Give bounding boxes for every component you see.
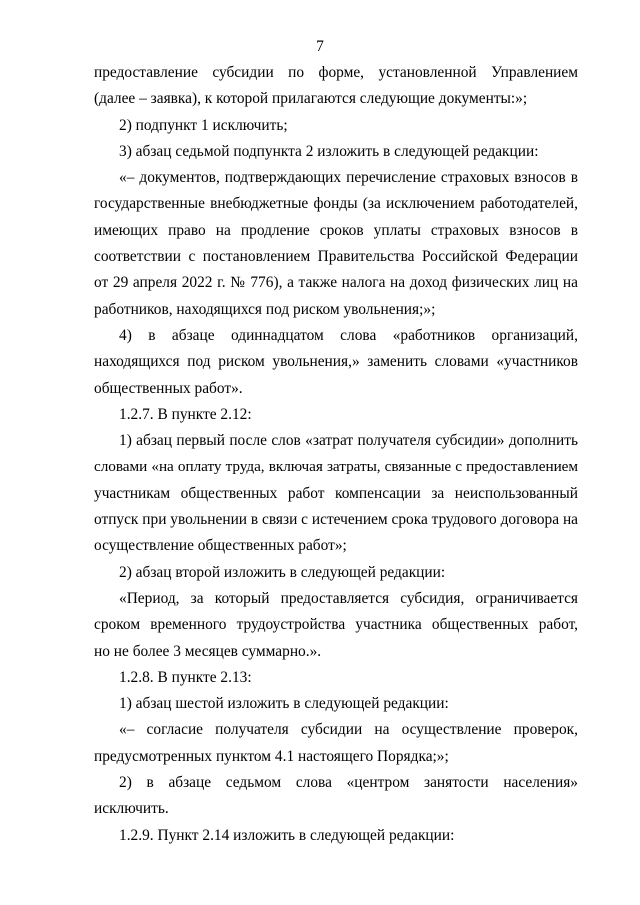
text-line: предоставление субсидии по форме, установленной Управлением (94, 64, 578, 81)
text-line: находящихся под риском увольнения,» заменить словами «участников (94, 353, 578, 371)
text-line: имеющих право на продление сроков уплаты страховых взносов в (94, 221, 578, 239)
text-line: 1) абзац шестой изложить в следующей редакции: (119, 695, 449, 713)
text-line: осуществление общественных работ»; (94, 537, 347, 555)
text-line: словами «на оплату труда, включая затраты, связанные с предоставлением (94, 458, 578, 476)
text-line: работников, находящихся под риском увольнения;»; (94, 300, 436, 318)
paragraph (94, 717, 578, 770)
paragraph (94, 323, 578, 402)
page-number: 7 (316, 38, 324, 55)
paragraph (94, 586, 578, 665)
text-line: но не более 3 месяцев суммарно.». (94, 642, 322, 660)
text-line: (далее – заявка), к которой прилагаются следующие документы:»; (94, 90, 528, 108)
text-line: от 29 апреля 2022 г. № 776), а также налога на доход физических лиц на (94, 274, 578, 292)
text-line: общественных работ». (94, 379, 243, 397)
paragraph (94, 665, 578, 691)
paragraph (94, 691, 578, 717)
paragraph (94, 113, 578, 139)
paragraph (94, 139, 578, 165)
text-line: 1.2.8. В пункте 2.13: (119, 668, 252, 686)
document-body (94, 60, 578, 849)
text-line: «Период, за который предоставляется субсидия, ограничивается (119, 589, 578, 607)
text-line: участникам общественных работ компенсации за неиспользованный (94, 484, 578, 502)
text-line: 2) подпункт 1 исключить; (119, 116, 288, 134)
text-line: отпуск при увольнении в связи с истечением срока трудового договора на (94, 511, 578, 529)
text-line: 2) абзац второй изложить в следующей редакции: (119, 563, 446, 581)
text-line: предусмотренных пунктом 4.1 настоящего Порядка;»; (94, 747, 449, 765)
paragraph (94, 165, 578, 323)
paragraph (94, 60, 578, 113)
paragraph (94, 770, 578, 823)
text-line: 3) абзац седьмой подпункта 2 изложить в следующей редакции: (119, 142, 539, 160)
paragraph (94, 823, 578, 849)
text-line: 1) абзац первый после слов «затрат получателя субсидии» дополнить (119, 432, 578, 450)
text-line: исключить. (94, 800, 169, 818)
text-line: 1.2.7. В пункте 2.12: (119, 405, 252, 423)
text-line: государственные внебюджетные фонды (за исключением работодателей, (94, 195, 578, 213)
text-line: сроком временного трудоустройства участника общественных работ, (94, 616, 578, 634)
text-line: 2) в абзаце седьмом слова «центром занятости населения» (119, 774, 578, 792)
text-line: «– согласие получателя субсидии на осуществление проверок, (119, 721, 578, 739)
text-line: «– документов, подтверждающих перечисление страховых взносов в (119, 169, 578, 187)
paragraph (94, 428, 578, 559)
text-line: 4) в абзаце одиннадцатом слова «работников организаций, (119, 326, 578, 344)
paragraph (94, 402, 578, 428)
paragraph (94, 560, 578, 586)
text-line: соответствии с постановлением Правительства Российской Федерации (94, 248, 578, 266)
text-line: 1.2.9. Пункт 2.14 изложить в следующей редакции: (119, 826, 455, 844)
